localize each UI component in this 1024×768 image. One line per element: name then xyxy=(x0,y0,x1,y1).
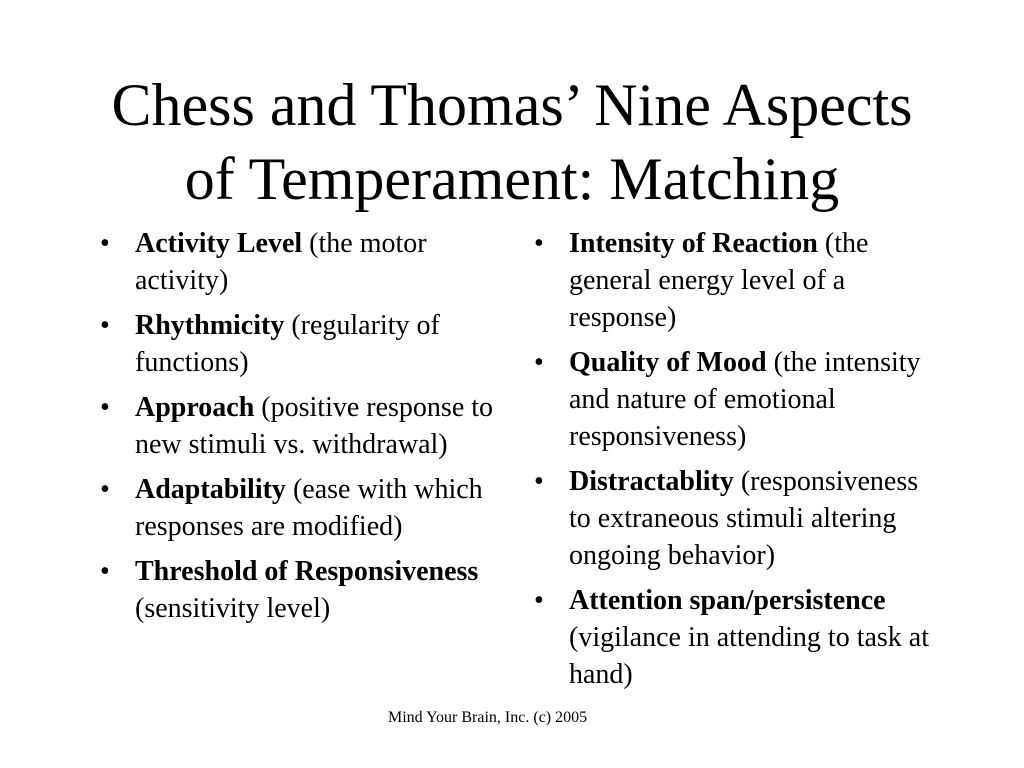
right-bullet-list xyxy=(532,225,942,701)
term: Rhythmicity xyxy=(135,310,285,341)
left-bullet-list xyxy=(98,225,508,635)
bullet-icon: • xyxy=(100,556,110,587)
slide-title-line-2: of Temperament: Matching xyxy=(184,146,840,212)
term: Intensity of Reaction xyxy=(569,228,818,259)
bullet-icon: • xyxy=(534,228,544,259)
term: Threshold of Responsiveness xyxy=(135,556,479,587)
bullet-icon: • xyxy=(100,474,110,505)
list-item-threshold-of-responsiveness xyxy=(98,553,508,627)
bullet-icon: • xyxy=(100,228,110,259)
list-item-distractablity xyxy=(532,463,942,574)
list-item-rhythmicity xyxy=(98,307,508,381)
term-description: (sensitivity level) xyxy=(135,593,331,624)
term-description: (the motor activity) xyxy=(135,228,427,296)
term-description: (vigilance in attending to task at hand) xyxy=(569,622,930,690)
term: Activity Level xyxy=(135,228,303,259)
term: Distractablity xyxy=(569,466,734,497)
bullet-icon: • xyxy=(534,585,544,616)
term-description: (ease with which responses are modified) xyxy=(135,474,483,542)
bullet-icon: • xyxy=(534,466,544,497)
term: Adaptability xyxy=(135,474,286,505)
term-description: (responsiveness to extraneous stimuli altering ongoing behavior) xyxy=(569,466,919,571)
slide-title xyxy=(0,68,1024,216)
list-item-activity-level xyxy=(98,225,508,299)
list-item-adaptability xyxy=(98,471,508,545)
bullet-icon: • xyxy=(534,347,544,378)
term-description: (positive response to new stimuli vs. withdrawal) xyxy=(135,392,494,460)
list-item-attention-span xyxy=(532,582,942,693)
term-description: (regularity of functions) xyxy=(135,310,440,378)
bullet-icon: • xyxy=(100,392,110,423)
term: Quality of Mood xyxy=(569,347,767,378)
slide-title-line-1: Chess and Thomas’ Nine Aspects xyxy=(111,72,913,138)
bullet-icon: • xyxy=(100,310,110,341)
term-description: (the general energy level of a response) xyxy=(569,228,869,333)
list-item-approach xyxy=(98,389,508,463)
term: Approach xyxy=(135,392,255,423)
list-item-quality-of-mood xyxy=(532,344,942,455)
term: Attention span/persistence xyxy=(569,585,886,616)
term-description: (the intensity and nature of emotional responsiveness) xyxy=(569,347,921,452)
list-item-intensity-of-reaction xyxy=(532,225,942,336)
footer-copyright: Mind Your Brain, Inc. (c) 2005 xyxy=(388,709,588,726)
